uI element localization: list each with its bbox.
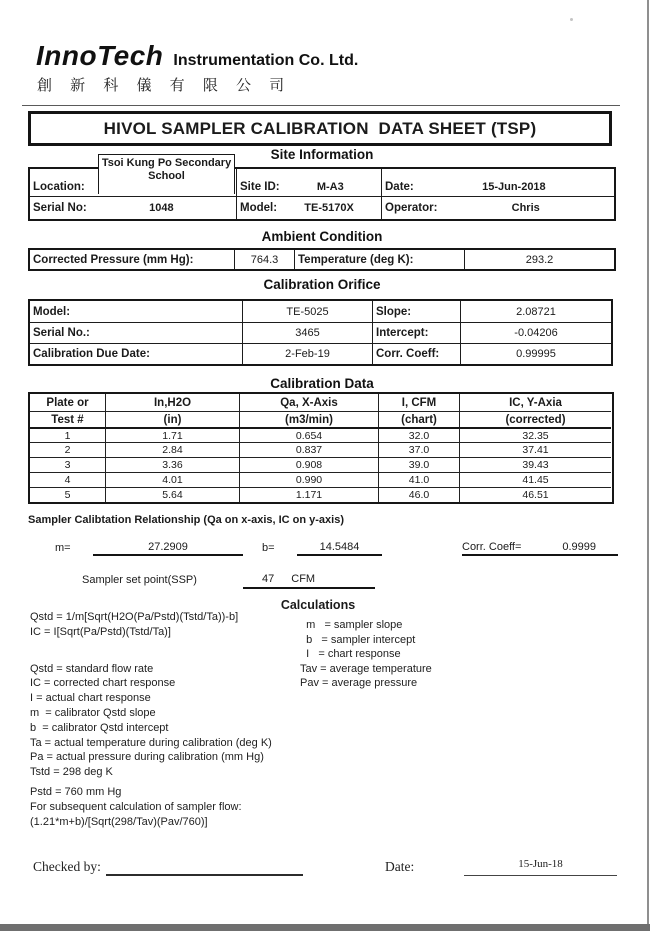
formula-line: Qstd = 1/m[Sqrt(H2O(Pa/Pstd)(Tstd/Ta))-b] — [30, 611, 239, 623]
b-label: b= — [262, 542, 275, 554]
date-label: Date: — [385, 181, 414, 193]
model-label: Model: — [240, 202, 278, 214]
ssp-value: 47 — [262, 573, 275, 585]
brand-logo-text: InnoTech — [36, 40, 164, 71]
col-subheader: (corrected) — [460, 411, 611, 427]
calculations-left-column — [30, 610, 272, 829]
definition-line: Pstd = 760 mm Hg — [30, 785, 122, 798]
operator-value: Chris — [511, 202, 540, 214]
table-cell: 0.837 — [240, 442, 379, 457]
scan-speck — [570, 18, 573, 21]
slope-label-cell — [372, 301, 460, 322]
definition-line: m = sampler slope — [300, 619, 403, 631]
model-value: TE-5170X — [304, 202, 354, 214]
brand-suffix: Instrumentation Co. Ltd. — [173, 52, 359, 69]
due-date-label-cell — [30, 343, 242, 364]
ambient-condition-table — [28, 248, 616, 271]
location-value-line2: School — [148, 170, 185, 182]
note-line: For subsequent calculation of sampler flow: — [30, 800, 242, 813]
table-cell: 0.908 — [240, 457, 379, 472]
ssp-unit: CFM — [291, 573, 316, 585]
footer-date-field — [464, 858, 617, 876]
table-cell: 39.43 — [460, 457, 611, 472]
ssp-label: Sampler set point(SSP) — [82, 574, 197, 586]
temperature-label: Temperature (deg K): — [298, 253, 414, 266]
calculations-heading: Calculations — [280, 598, 356, 612]
definition-line: Qstd = standard flow rate — [30, 662, 154, 675]
table-cell: 1.71 — [106, 427, 240, 442]
serial-no-label: Serial No: — [33, 202, 87, 214]
slope-label: Slope: — [376, 305, 412, 318]
intercept-value: -0.04206 — [460, 322, 611, 343]
serial-no-cell — [30, 196, 236, 219]
site-id-cell — [236, 169, 381, 196]
formula-line: (1.21*m+b)/[Sqrt(298/Tav)(Pav/760)] — [30, 815, 208, 828]
intercept-label-cell — [372, 322, 460, 343]
col-subheader: (in) — [106, 411, 240, 427]
col-header: Qa, X-Axis — [240, 394, 379, 411]
temperature-label-cell — [294, 250, 464, 269]
orifice-model-label-cell — [30, 301, 242, 322]
col-header: In,H2O — [106, 394, 240, 411]
temperature-value: 293.2 — [464, 250, 614, 269]
orifice-serial-label-cell — [30, 322, 242, 343]
orifice-model-value: TE-5025 — [242, 301, 372, 322]
table-cell: 4.01 — [106, 472, 240, 487]
location-label: Location: — [33, 181, 85, 193]
table-cell: 46.51 — [460, 487, 611, 502]
col-subheader: (chart) — [379, 411, 460, 427]
ambient-condition-heading: Ambient Condition — [261, 229, 383, 244]
calibration-orifice-table — [28, 299, 613, 366]
model-cell — [236, 196, 381, 219]
table-cell: 41.45 — [460, 472, 611, 487]
footer-date-label: Date: — [385, 859, 415, 874]
header-divider — [22, 105, 620, 106]
formula-line: IC = I[Sqrt(Pa/Pstd)(Tstd/Ta)] — [30, 625, 171, 638]
col-subheader: (m3/min) — [240, 411, 379, 427]
definition-line: Ta = actual temperature during calibration (deg K) — [30, 736, 272, 749]
calculations-right-column — [300, 618, 432, 691]
table-cell: 39.0 — [379, 457, 460, 472]
col-subheader: Test # — [30, 411, 106, 427]
signature-chris — [122, 834, 237, 876]
due-date-label: Calibration Due Date: — [33, 348, 150, 360]
relationship-heading: Sampler Calibtation Relationship (Qa on x-axis, IC on y-axis) — [28, 514, 345, 526]
definition-line: b = calibrator Qstd intercept — [30, 721, 169, 734]
location-value — [98, 154, 235, 194]
checked-by-label: Checked by: — [33, 859, 101, 874]
b-value: 14.5484 — [319, 541, 360, 553]
definition-line: Tstd = 298 deg K — [30, 766, 113, 779]
footer-date-value: 15-Jun-18 — [518, 858, 563, 870]
corr-coeff-field — [462, 541, 618, 556]
pressure-label-cell — [30, 250, 234, 269]
definition-line: I = actual chart response — [30, 692, 151, 705]
corr-coeff-label: Corr. Coeff= — [462, 541, 522, 553]
corr-coeff-value: 0.9999 — [562, 541, 596, 553]
brand-chinese-name: 創 新 科 儀 有 限 公 司 — [37, 77, 292, 94]
m-value: 27.2909 — [148, 541, 188, 553]
orifice-corr-coeff-label: Corr. Coeff: — [376, 348, 440, 360]
serial-no-value: 1048 — [149, 202, 174, 214]
col-header: Plate or — [30, 394, 106, 411]
table-cell: 5 — [30, 487, 106, 502]
definition-line: m = calibrator Qstd slope — [30, 706, 156, 719]
table-cell: 2.84 — [106, 442, 240, 457]
site-id-label: Site ID: — [240, 181, 280, 193]
m-value-field — [93, 541, 243, 556]
scan-edge-bottom — [0, 924, 650, 931]
scan-edge-right — [647, 0, 649, 931]
table-cell: 0.990 — [240, 472, 379, 487]
table-cell: 32.0 — [379, 427, 460, 442]
slope-value: 2.08721 — [460, 301, 611, 322]
calibration-data-table — [28, 392, 614, 504]
definition-line: Tav = average temperature — [300, 662, 432, 675]
table-cell: 37.0 — [379, 442, 460, 457]
table-cell: 1 — [30, 427, 106, 442]
site-information-heading: Site Information — [270, 147, 374, 162]
definition-line: I = chart response — [300, 648, 401, 660]
orifice-corr-coeff-label-cell — [372, 343, 460, 364]
b-value-field — [297, 541, 382, 556]
col-header: IC, Y-Axia — [509, 396, 562, 409]
orifice-serial-value: 3465 — [242, 322, 372, 343]
definition-line: Pa = actual pressure during calibration (mm Hg) — [30, 751, 264, 764]
operator-cell — [381, 196, 614, 219]
table-cell: 41.0 — [379, 472, 460, 487]
ssp-value-field — [243, 573, 375, 589]
table-cell: 0.654 — [240, 427, 379, 442]
table-cell: 2 — [30, 442, 106, 457]
definition-line: b = sampler intercept — [300, 633, 416, 646]
brand-header — [36, 40, 358, 72]
date-cell — [381, 169, 614, 196]
location-value-line1: Tsoi Kung Po Secondary — [101, 157, 232, 169]
page-title: HIVOL SAMPLER CALIBRATION DATA SHEET (TSP) — [103, 118, 537, 138]
table-cell: 3.36 — [106, 457, 240, 472]
table-cell: 1.171 — [240, 487, 379, 502]
pressure-value: 764.3 — [234, 250, 294, 269]
calibration-data-heading: Calibration Data — [270, 376, 374, 391]
orifice-corr-coeff-value: 0.99995 — [460, 343, 611, 364]
operator-label: Operator: — [385, 202, 438, 214]
calibration-orifice-heading: Calibration Orifice — [263, 277, 381, 292]
orifice-model-label: Model: — [33, 305, 71, 318]
pressure-label: Corrected Pressure (mm Hg): — [33, 253, 194, 266]
date-value: 15-Jun-2018 — [482, 181, 546, 193]
definition-line: IC = corrected chart response — [30, 677, 176, 690]
definition-line: Pav = average pressure — [300, 677, 418, 689]
title-box — [28, 111, 612, 146]
due-date-value: 2-Feb-19 — [242, 343, 372, 364]
col-header: I, CFM — [379, 394, 460, 411]
orifice-serial-label: Serial No.: — [33, 327, 90, 339]
table-cell: 37.41 — [460, 442, 611, 457]
table-cell: 32.35 — [460, 427, 611, 442]
intercept-label: Intercept: — [376, 327, 429, 339]
table-cell: 3 — [30, 457, 106, 472]
m-label: m= — [55, 542, 71, 554]
table-cell: 46.0 — [379, 487, 460, 502]
table-cell: 4 — [30, 472, 106, 487]
site-id-value: M-A3 — [316, 181, 344, 193]
table-cell: 5.64 — [106, 487, 240, 502]
